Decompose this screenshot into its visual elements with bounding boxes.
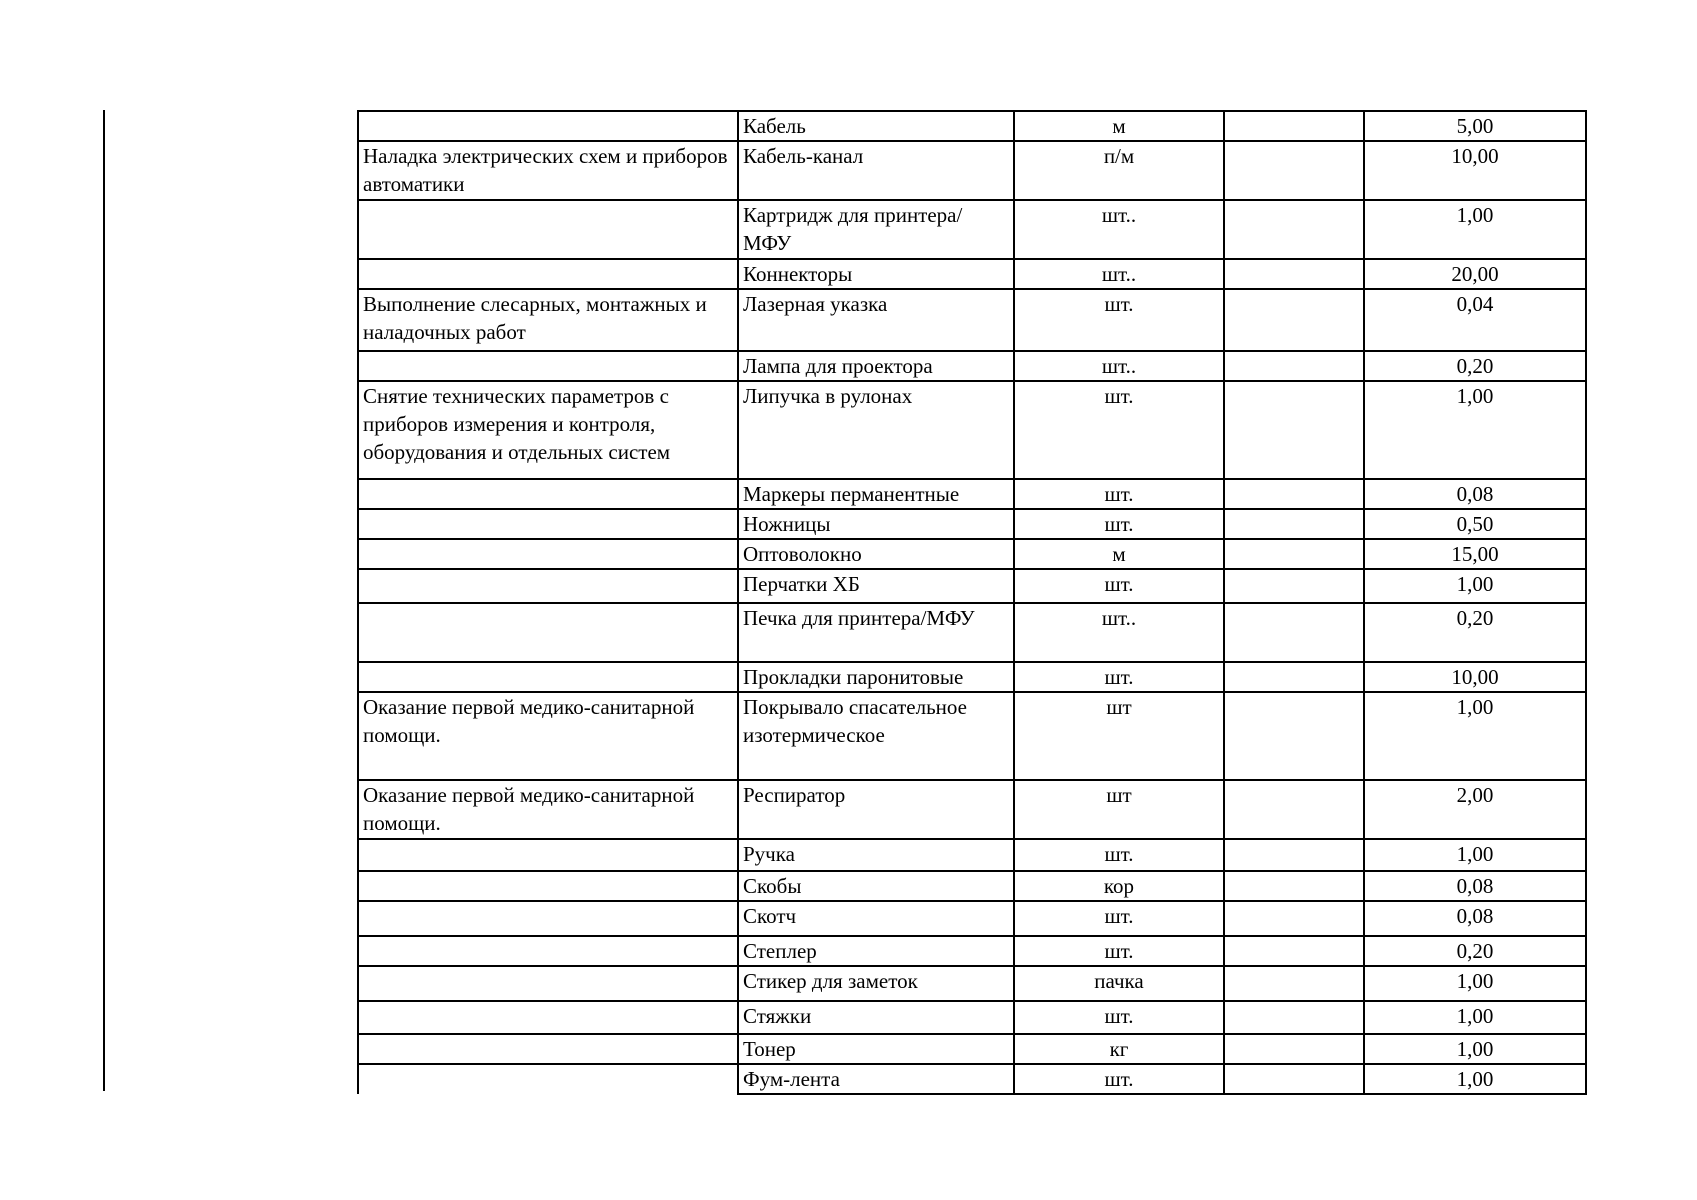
material-name-cell: Маркеры перманентные bbox=[738, 479, 1014, 509]
work-type-cell bbox=[358, 479, 738, 509]
table-row bbox=[358, 569, 1586, 603]
quantity-cell: 1,00 bbox=[1364, 966, 1586, 1001]
unit-cell: шт. bbox=[1014, 662, 1224, 692]
quantity-cell: 0,50 bbox=[1364, 509, 1586, 539]
unit-cell: шт. bbox=[1014, 569, 1224, 603]
note-cell bbox=[1224, 1001, 1364, 1034]
unit-cell: шт.. bbox=[1014, 259, 1224, 289]
material-name-cell: Оптоволокно bbox=[738, 539, 1014, 569]
note-cell bbox=[1224, 901, 1364, 936]
work-type-cell bbox=[358, 539, 738, 569]
note-cell bbox=[1224, 871, 1364, 901]
material-name-cell: Печка для принтера/МФУ bbox=[738, 603, 1014, 662]
materials-table bbox=[357, 110, 1587, 1095]
material-name-cell: Ручка bbox=[738, 839, 1014, 871]
quantity-cell: 0,20 bbox=[1364, 351, 1586, 381]
note-cell bbox=[1224, 509, 1364, 539]
quantity-cell: 0,04 bbox=[1364, 289, 1586, 351]
note-cell bbox=[1224, 111, 1364, 141]
note-cell bbox=[1224, 479, 1364, 509]
quantity-cell: 1,00 bbox=[1364, 381, 1586, 479]
table-row bbox=[358, 200, 1586, 259]
unit-cell: шт. bbox=[1014, 381, 1224, 479]
unit-cell: шт bbox=[1014, 692, 1224, 780]
note-cell bbox=[1224, 381, 1364, 479]
material-name-cell: Стяжки bbox=[738, 1001, 1014, 1034]
table-row bbox=[358, 780, 1586, 839]
work-type-cell bbox=[358, 351, 738, 381]
table-row bbox=[358, 539, 1586, 569]
material-name-cell: Фум-лента bbox=[738, 1064, 1014, 1094]
table-row bbox=[358, 351, 1586, 381]
work-type-cell bbox=[358, 111, 738, 141]
unit-cell: шт. bbox=[1014, 509, 1224, 539]
note-cell bbox=[1224, 539, 1364, 569]
material-name-cell: Скотч bbox=[738, 901, 1014, 936]
work-type-cell bbox=[358, 901, 738, 936]
quantity-cell: 5,00 bbox=[1364, 111, 1586, 141]
unit-cell: шт. bbox=[1014, 1001, 1224, 1034]
unit-cell: шт.. bbox=[1014, 351, 1224, 381]
table-row bbox=[358, 111, 1586, 141]
material-name-cell: Перчатки ХБ bbox=[738, 569, 1014, 603]
materials-table-container bbox=[357, 110, 1582, 1095]
work-type-cell bbox=[358, 1064, 738, 1094]
note-cell bbox=[1224, 839, 1364, 871]
quantity-cell: 0,20 bbox=[1364, 603, 1586, 662]
quantity-cell: 0,08 bbox=[1364, 479, 1586, 509]
material-name-cell: Респиратор bbox=[738, 780, 1014, 839]
note-cell bbox=[1224, 1034, 1364, 1064]
note-cell bbox=[1224, 780, 1364, 839]
work-type-cell bbox=[358, 200, 738, 259]
work-type-cell bbox=[358, 1034, 738, 1064]
material-name-cell: Покрывало спасательное изотермическое bbox=[738, 692, 1014, 780]
table-row bbox=[358, 381, 1586, 479]
work-type-cell bbox=[358, 569, 738, 603]
quantity-cell: 20,00 bbox=[1364, 259, 1586, 289]
material-name-cell: Тонер bbox=[738, 1034, 1014, 1064]
note-cell bbox=[1224, 603, 1364, 662]
note-cell bbox=[1224, 351, 1364, 381]
work-type-cell bbox=[358, 871, 738, 901]
unit-cell: шт. bbox=[1014, 1064, 1224, 1094]
material-name-cell: Ножницы bbox=[738, 509, 1014, 539]
unit-cell: кор bbox=[1014, 871, 1224, 901]
table-row bbox=[358, 141, 1586, 200]
material-name-cell: Липучка в рулонах bbox=[738, 381, 1014, 479]
quantity-cell: 10,00 bbox=[1364, 141, 1586, 200]
unit-cell: м bbox=[1014, 111, 1224, 141]
table-row bbox=[358, 901, 1586, 936]
quantity-cell: 1,00 bbox=[1364, 200, 1586, 259]
work-type-cell: Оказание первой медико-санитарной помощи. bbox=[358, 780, 738, 839]
note-cell bbox=[1224, 692, 1364, 780]
quantity-cell: 0,08 bbox=[1364, 901, 1586, 936]
table-row bbox=[358, 289, 1586, 351]
table-row bbox=[358, 871, 1586, 901]
quantity-cell: 1,00 bbox=[1364, 692, 1586, 780]
material-name-cell: Лазерная указка bbox=[738, 289, 1014, 351]
unit-cell: шт. bbox=[1014, 479, 1224, 509]
work-type-cell bbox=[358, 662, 738, 692]
table-row bbox=[358, 479, 1586, 509]
material-name-cell: Скобы bbox=[738, 871, 1014, 901]
quantity-cell: 10,00 bbox=[1364, 662, 1586, 692]
material-name-cell: Стикер для заметок bbox=[738, 966, 1014, 1001]
unit-cell: м bbox=[1014, 539, 1224, 569]
table-row bbox=[358, 936, 1586, 966]
unit-cell: п/м bbox=[1014, 141, 1224, 200]
work-type-cell: Выполнение слесарных, монтажных и наладочных работ bbox=[358, 289, 738, 351]
quantity-cell: 1,00 bbox=[1364, 1001, 1586, 1034]
note-cell bbox=[1224, 662, 1364, 692]
note-cell bbox=[1224, 289, 1364, 351]
materials-table-body bbox=[358, 111, 1586, 1094]
unit-cell: пачка bbox=[1014, 966, 1224, 1001]
material-name-cell: Лампа для проектора bbox=[738, 351, 1014, 381]
work-type-cell bbox=[358, 509, 738, 539]
table-row bbox=[358, 259, 1586, 289]
quantity-cell: 15,00 bbox=[1364, 539, 1586, 569]
material-name-cell: Кабель-канал bbox=[738, 141, 1014, 200]
unit-cell: кг bbox=[1014, 1034, 1224, 1064]
material-name-cell: Степлер bbox=[738, 936, 1014, 966]
material-name-cell: Картридж для принтера/МФУ bbox=[738, 200, 1014, 259]
work-type-cell bbox=[358, 259, 738, 289]
table-row bbox=[358, 692, 1586, 780]
work-type-cell bbox=[358, 966, 738, 1001]
material-name-cell: Кабель bbox=[738, 111, 1014, 141]
material-name-cell: Коннекторы bbox=[738, 259, 1014, 289]
table-row bbox=[358, 662, 1586, 692]
table-row bbox=[358, 966, 1586, 1001]
quantity-cell: 0,20 bbox=[1364, 936, 1586, 966]
quantity-cell: 1,00 bbox=[1364, 1064, 1586, 1094]
table-row bbox=[358, 1034, 1586, 1064]
material-name-cell: Прокладки паронитовые bbox=[738, 662, 1014, 692]
note-cell bbox=[1224, 936, 1364, 966]
work-type-cell bbox=[358, 936, 738, 966]
unit-cell: шт bbox=[1014, 780, 1224, 839]
table-row bbox=[358, 839, 1586, 871]
table-row bbox=[358, 1001, 1586, 1034]
table-row bbox=[358, 509, 1586, 539]
quantity-cell: 2,00 bbox=[1364, 780, 1586, 839]
note-cell bbox=[1224, 259, 1364, 289]
work-type-cell: Оказание первой медико-санитарной помощи. bbox=[358, 692, 738, 780]
quantity-cell: 0,08 bbox=[1364, 871, 1586, 901]
note-cell bbox=[1224, 141, 1364, 200]
quantity-cell: 1,00 bbox=[1364, 569, 1586, 603]
work-type-cell: Снятие технических параметров с приборов измерения и контроля, оборудования и отдельных систем bbox=[358, 381, 738, 479]
table-row bbox=[358, 1064, 1586, 1094]
work-type-cell bbox=[358, 839, 738, 871]
note-cell bbox=[1224, 200, 1364, 259]
note-cell bbox=[1224, 1064, 1364, 1094]
unit-cell: шт.. bbox=[1014, 200, 1224, 259]
unit-cell: шт. bbox=[1014, 839, 1224, 871]
unit-cell: шт. bbox=[1014, 289, 1224, 351]
quantity-cell: 1,00 bbox=[1364, 1034, 1586, 1064]
work-type-cell bbox=[358, 1001, 738, 1034]
work-type-cell: Наладка электрических схем и приборов автоматики bbox=[358, 141, 738, 200]
unit-cell: шт. bbox=[1014, 936, 1224, 966]
note-cell bbox=[1224, 569, 1364, 603]
unit-cell: шт. bbox=[1014, 901, 1224, 936]
unit-cell: шт.. bbox=[1014, 603, 1224, 662]
note-cell bbox=[1224, 966, 1364, 1001]
left-margin-rule bbox=[103, 110, 105, 1091]
table-row bbox=[358, 603, 1586, 662]
work-type-cell bbox=[358, 603, 738, 662]
quantity-cell: 1,00 bbox=[1364, 839, 1586, 871]
